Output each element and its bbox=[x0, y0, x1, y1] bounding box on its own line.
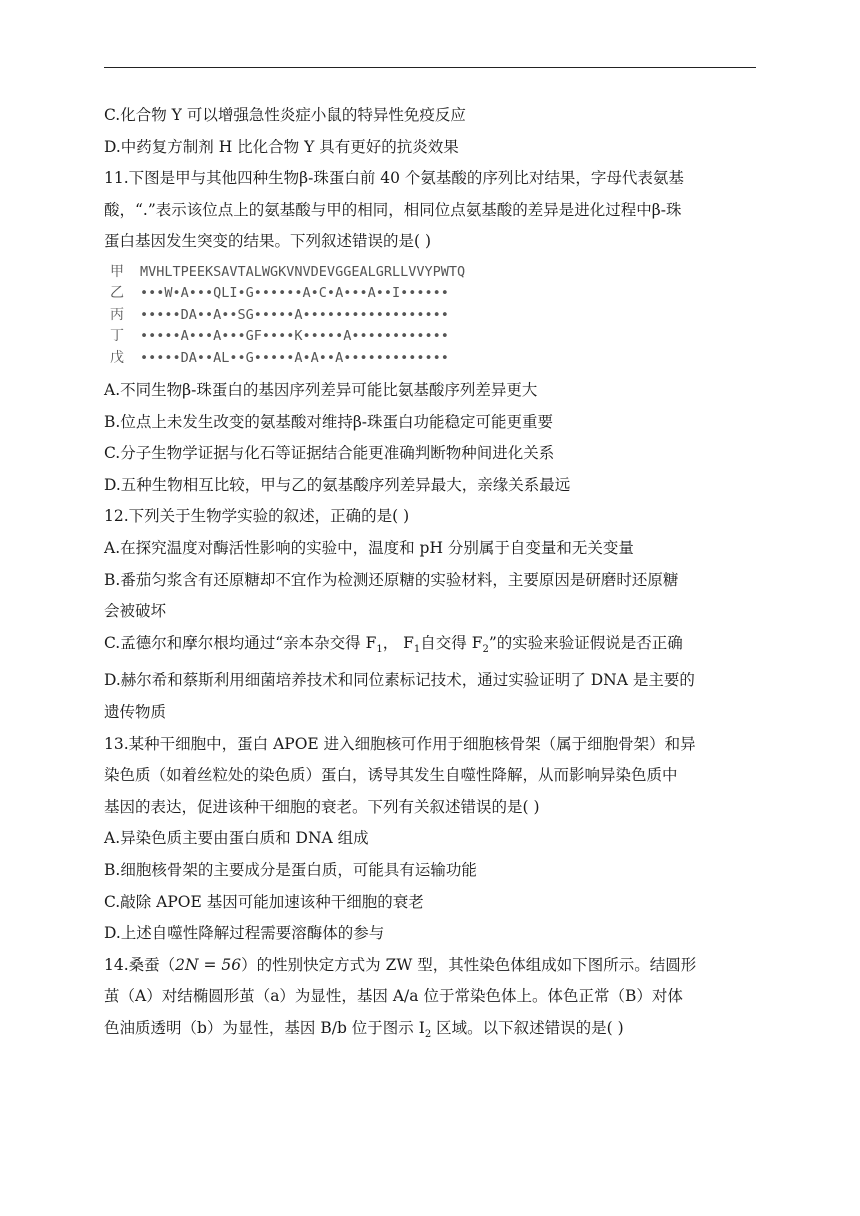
q14-text-1: 14.桑蚕（ bbox=[104, 955, 176, 974]
q14-stem-line-1 bbox=[104, 950, 756, 982]
header-rule bbox=[104, 67, 756, 68]
species-label: 丁 bbox=[110, 328, 124, 345]
q12-option-d-line-1: D.赫尔希和蔡斯利用细菌培养技术和同位素标记技术，通过实验证明了 DNA 是主要的 bbox=[104, 671, 695, 690]
q10-option-c: C.化合物 Y 可以增强急性炎症小鼠的特异性免疫反应 bbox=[104, 106, 466, 124]
sequence: •••••A•••A•••GF••••K•••••A•••••••••••• bbox=[140, 328, 449, 345]
math-expression: 2N = 56 bbox=[175, 955, 242, 974]
q10-option-d: D.中药复方制剂 H 比化合物 Y 具有更好的抗炎效果 bbox=[104, 137, 459, 156]
q11-stem-line-1: 11.下图是甲与其他四种生物β-珠蛋白前 40 个氨基酸的序列比对结果，字母代表氨基 bbox=[104, 169, 684, 188]
q12-option-c bbox=[104, 628, 756, 666]
q13-stem-line-1: 13.某种干细胞中，蛋白 APOE 进入细胞核可作用于细胞核骨架（属于细胞骨架）和异 bbox=[104, 734, 696, 753]
sequence: •••••DA••AL••G•••••A•A••A••••••••••••• bbox=[140, 349, 449, 366]
sequence: •••W•A•••QLI•G••••••A•C•A•••A••I•••••• bbox=[140, 285, 449, 302]
q14-stem-line-3 bbox=[104, 1013, 756, 1051]
q12-option-d-line-2: 遗传物质 bbox=[104, 703, 167, 722]
q11-option-d: D.五种生物相互比较，甲与乙的氨基酸序列差异最大，亲缘关系最远 bbox=[104, 475, 571, 494]
q13-stem-line-2: 染色质（如着丝粒处的染色质）蛋白，诱导其发生自噬性降解，从而影响异染色质中 bbox=[104, 766, 678, 785]
alignment-row bbox=[110, 262, 465, 283]
species-label: 甲 bbox=[110, 263, 124, 280]
species-label: 戊 bbox=[110, 349, 124, 366]
q12-option-a: A.在探究温度对酶活性影响的实验中，温度和 pH 分别属于自变量和无关变量 bbox=[104, 538, 634, 557]
q11-option-b: B.位点上未发生改变的氨基酸对维持β-珠蛋白功能稳定可能更重要 bbox=[104, 412, 554, 431]
subscript: 2 bbox=[424, 1029, 432, 1041]
subscript: 2 bbox=[482, 643, 489, 655]
q12-c-text-2: ， F bbox=[382, 633, 414, 652]
q13-option-c: C.敲除 APOE 基因可能加速该种干细胞的衰老 bbox=[104, 892, 424, 911]
q11-stem-line-3: 蛋白基因发生突变的结果。下列叙述错误的是( ) bbox=[104, 232, 432, 251]
q14-stem-line-2: 茧（A）对结椭圆形茧（a）为显性，基因 A/a 位于常染色体上。体色正常（B）对体 bbox=[104, 987, 683, 1006]
q13-option-a: A.异染色质主要由蛋白质和 DNA 组成 bbox=[104, 829, 369, 848]
alignment-row bbox=[110, 326, 465, 347]
alignment-row bbox=[110, 283, 465, 304]
q11-option-a: A.不同生物β-珠蛋白的基因序列差异可能比氨基酸序列差异更大 bbox=[104, 381, 538, 399]
q13-option-d: D.上述自噬性降解过程需要溶酶体的参与 bbox=[104, 924, 385, 943]
q14-text-4: 区域。以下叙述错误的是( ) bbox=[431, 1018, 624, 1037]
q12-option-b-line-2: 会被破坏 bbox=[104, 602, 167, 621]
q12-c-text-4: ”的实验来验证假说是否正确 bbox=[488, 633, 683, 652]
q12-c-text-1: C.孟德尔和摩尔根均通过“亲本杂交得 F bbox=[104, 633, 377, 652]
alignment-row bbox=[110, 305, 465, 326]
alignment-row bbox=[110, 348, 465, 369]
q11-stem-line-2: 酸，“.”表示该位点上的氨基酸与甲的相同，相同位点氨基酸的差异是进化过程中β-珠 bbox=[104, 200, 682, 219]
q13-stem-line-3: 基因的表达，促进该种干细胞的衰老。下列有关叙述错误的是( ) bbox=[104, 797, 540, 816]
subscript: 1 bbox=[413, 643, 421, 655]
sequence: •••••DA••A••SG•••••A•••••••••••••••••• bbox=[140, 306, 449, 323]
q12-stem: 12.下列关于生物学实验的叙述，正确的是( ) bbox=[104, 507, 410, 526]
species-label: 乙 bbox=[110, 285, 124, 302]
sequence: MVHLTPEEKSAVTALWGKVNVDEVGGEALGRLLVVYPWTQ bbox=[140, 263, 466, 280]
subscript: 1 bbox=[376, 643, 383, 655]
q14-text-2: ）的性别快定方式为 ZW 型，其性染色体组成如下图所示。结圆形 bbox=[241, 955, 697, 974]
document-body bbox=[104, 100, 756, 1051]
q12-option-b-line-1: B.番茄匀浆含有还原糖却不宜作为检测还原糖的实验材料，主要原因是研磨时还原糖 bbox=[104, 570, 679, 589]
q12-c-text-3: 自交得 F bbox=[420, 633, 483, 652]
sequence-alignment-figure bbox=[110, 262, 465, 369]
q11-option-c: C.分子生物学证据与化石等证据结合能更准确判断物种间进化关系 bbox=[104, 444, 555, 463]
q14-text-3: 色油质透明（b）为显性，基因 B/b 位于图示 I bbox=[104, 1018, 425, 1037]
species-label: 丙 bbox=[110, 306, 124, 323]
q13-option-b: B.细胞核骨架的主要成分是蛋白质，可能具有运输功能 bbox=[104, 861, 477, 879]
